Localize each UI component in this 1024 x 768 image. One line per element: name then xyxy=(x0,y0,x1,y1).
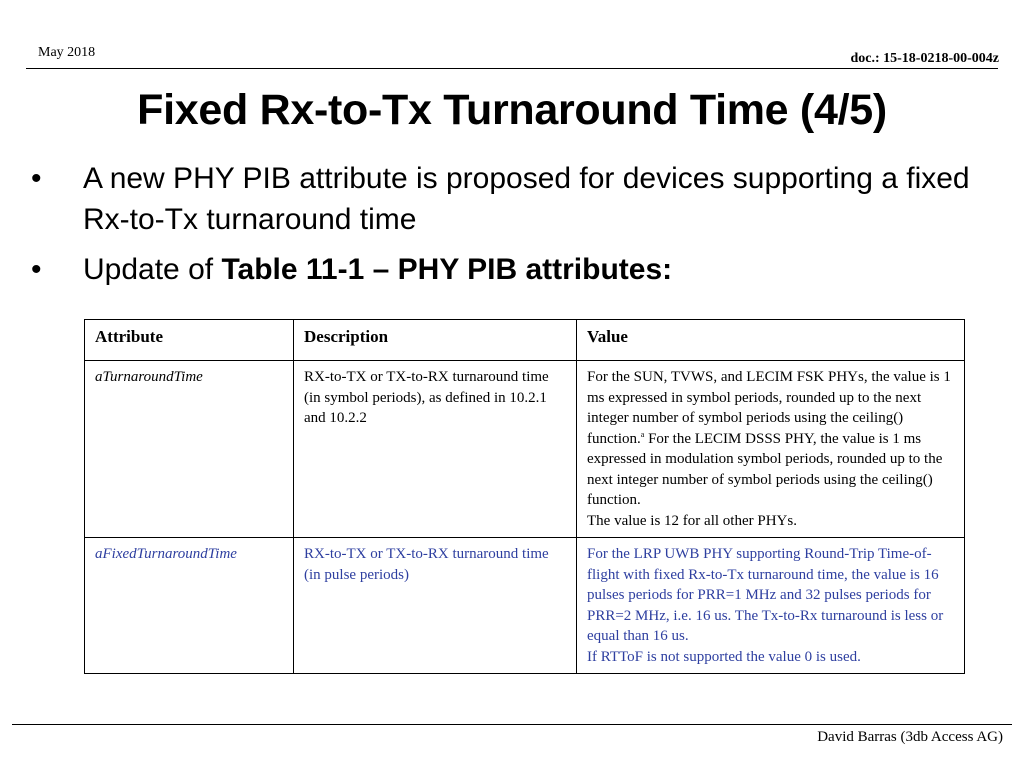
value-text: For the LECIM DSSS PHY, the value is 1 ms expressed in modulation symbol periods, rounded up to the next integer number of symbol periods using the ceiling() function. xyxy=(587,430,943,508)
cell-value xyxy=(577,361,965,538)
slide-title: Fixed Rx-to-Tx Turnaround Time (4/5) xyxy=(137,86,887,134)
footer-author: David Barras (3db Access AG) xyxy=(817,729,1003,745)
footer-divider xyxy=(12,724,1012,725)
bullet-icon: • xyxy=(31,162,42,195)
cell-attribute: aFixedTurnaroundTime xyxy=(85,538,294,674)
header-doc-number: doc.: 15-18-0218-00-004z xyxy=(850,51,999,66)
header-date: May 2018 xyxy=(38,45,96,60)
value-text: If RTToF is not supported the value 0 is used. xyxy=(587,648,861,665)
bullet-icon: • xyxy=(31,253,42,286)
header-description: Description xyxy=(294,320,577,361)
bullet-item-table-update xyxy=(0,249,1024,290)
bullet-text: Update of xyxy=(83,253,222,286)
phy-pib-attributes-table xyxy=(84,319,965,674)
table-row xyxy=(85,361,965,538)
table-row-new xyxy=(85,538,965,674)
value-text: For the SUN, TVWS, and LECIM FSK PHYs, the value is 1 ms expressed in symbol periods, rounded up to the next integer number of symbol periods using the ceiling() function. xyxy=(587,369,951,447)
bullet-text: A new PHY PIB attribute is proposed for devices supporting a fixed Rx-to-Tx turnaround time xyxy=(83,162,970,236)
bullet-list xyxy=(0,158,1024,299)
value-text: For the LRP UWB PHY supporting Round-Trip Time-of-flight with fixed Rx-to-Tx turnaround time, the value is 16 pulses periods for PRR=1 MHz and 32 pulses periods for PRR=2 MHz, i.e. 16 us. The Tx-to-Rx turnaround is less or equal than 16 us. xyxy=(587,546,944,644)
value-text: The value is 12 for all other PHYs. xyxy=(587,512,797,529)
table-reference: Table 11-1 – PHY PIB attributes: xyxy=(221,253,673,286)
cell-value xyxy=(577,538,965,674)
header-divider xyxy=(26,68,998,69)
table-header-row xyxy=(85,320,965,361)
cell-description: RX-to-TX or TX-to-RX turnaround time (in pulse periods) xyxy=(294,538,577,674)
header-value: Value xyxy=(577,320,965,361)
header-attribute: Attribute xyxy=(85,320,294,361)
cell-attribute: aTurnaroundTime xyxy=(85,361,294,538)
footnote-marker: a xyxy=(640,429,645,439)
cell-description: RX-to-TX or TX-to-RX turnaround time (in symbol periods), as defined in 10.2.1 and 10.2.2 xyxy=(294,361,577,538)
bullet-item-new-attribute xyxy=(0,158,1024,240)
